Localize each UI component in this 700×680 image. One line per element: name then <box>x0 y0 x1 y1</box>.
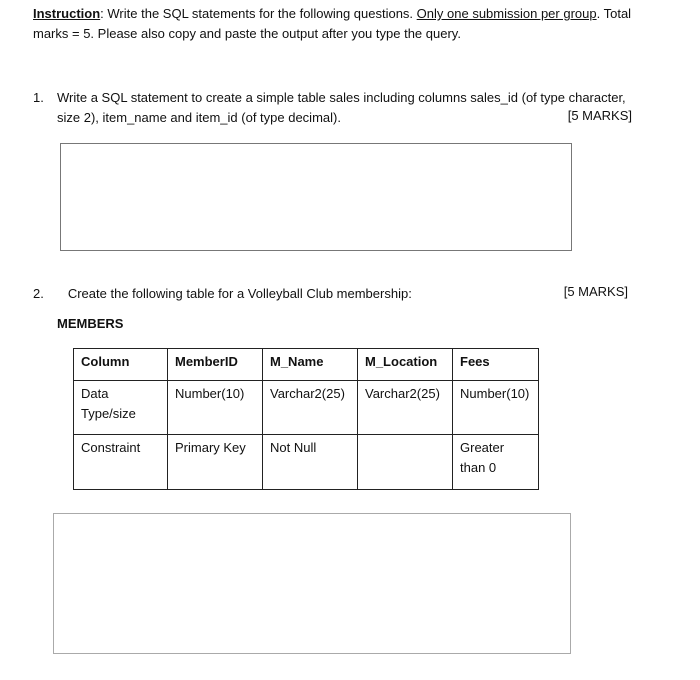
table-row <box>74 381 539 435</box>
instruction-label: Instruction <box>33 6 101 21</box>
question-1-marks: [5 MARKS] <box>567 108 632 123</box>
table-cell: Column <box>74 349 168 381</box>
question-2-number: 2. <box>33 286 44 301</box>
members-table <box>73 348 539 490</box>
answer-box-2[interactable] <box>53 513 571 654</box>
table-cell: Greater than 0 <box>453 435 539 490</box>
table-cell: Varchar2(25) <box>358 381 453 435</box>
instruction-text-b: . Total marks = 5. Please also copy and paste the output after you type the query. <box>33 6 632 41</box>
table-cell: Primary Key <box>168 435 263 490</box>
question-2-text: Create the following table for a Volleyball Club membership: <box>67 286 412 301</box>
instruction-paragraph <box>33 4 653 44</box>
instruction-text-a: : Write the SQL statements for the following questions. <box>100 6 417 21</box>
question-2 <box>33 284 412 304</box>
table-cell: M_Location <box>358 349 453 381</box>
table-row <box>74 435 539 490</box>
table-row <box>74 349 539 381</box>
question-1-text: Write a SQL statement to create a simple table sales including columns sales_id (of type character, size 2), item_name and item_id (of type decimal). <box>57 90 626 125</box>
table-cell: Not Null <box>263 435 358 490</box>
question-2-marks: [5 MARKS] <box>563 284 628 299</box>
table-cell: M_Name <box>263 349 358 381</box>
table-cell: Number(10) <box>168 381 263 435</box>
answer-box-1[interactable] <box>60 143 572 251</box>
table-cell: Varchar2(25) <box>263 381 358 435</box>
table-cell: Number(10) <box>453 381 539 435</box>
table-title: MEMBERS <box>57 316 124 331</box>
table-cell: Data Type/size <box>74 381 168 435</box>
table-cell: MemberID <box>168 349 263 381</box>
question-1-number: 1. <box>33 90 44 105</box>
table-cell: Constraint <box>74 435 168 490</box>
instruction-underlined: Only one submission per group <box>416 6 597 21</box>
table-cell: Fees <box>453 349 539 381</box>
table-cell <box>358 435 453 490</box>
